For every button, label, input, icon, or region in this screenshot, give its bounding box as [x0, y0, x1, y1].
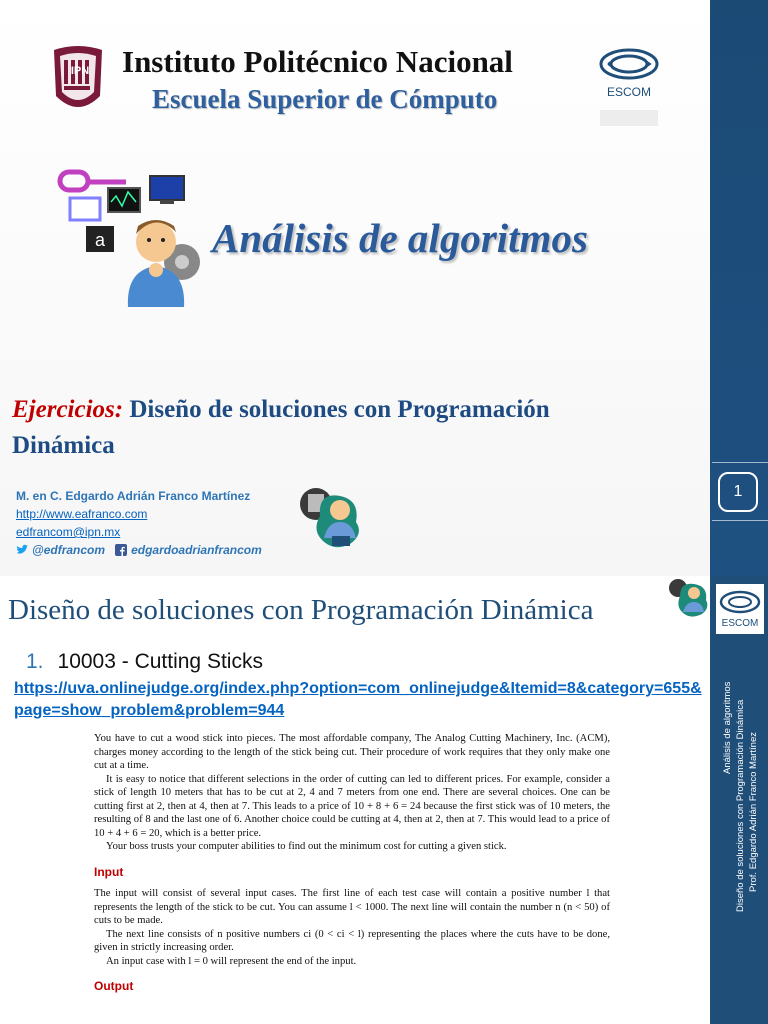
badge-line-bottom	[712, 520, 768, 521]
svg-text:IPN: IPN	[70, 65, 90, 77]
avatar-icon	[298, 482, 368, 552]
facebook-icon[interactable]	[115, 544, 127, 556]
institution-title: Instituto Politécnico Nacional	[122, 44, 513, 79]
ipn-logo	[50, 44, 106, 118]
input-heading: Input	[94, 864, 124, 879]
twitter-handle[interactable]: @edfrancom	[32, 543, 106, 557]
email-link[interactable]: edfrancom@ipn.mx	[16, 525, 121, 539]
problem-paragraph: It is easy to notice that different selections in the order of cutting can led to different prices. For example, consider a stick of length 10 meters that has to be cut at 2, 4 and 7 meters from one end. There are several choices. One can be cutting first at 2, then at 4, then at 7. This leads to a price of 10 + 8 + 6 = 24 because the first stick was of 10 meters, the resulting of 8 and the last one of 6. Another choice could be cutting at 4, then at 2, then at 7. This would lead to a price of 10 + 4 + 6 = 20, which is a better price.	[94, 773, 610, 839]
problem-statement	[94, 732, 610, 1002]
svg-text:a: a	[94, 230, 106, 250]
twitter-icon[interactable]	[16, 544, 28, 556]
list-item	[26, 650, 263, 674]
side-caption-line: Prof. Edgardo Adrián Franco Martínez	[748, 732, 759, 892]
escom-logo-text: ESCOM	[606, 85, 652, 99]
side-caption-line: Análisis de algoritmos	[722, 681, 733, 774]
author-block	[16, 487, 262, 559]
exercise-label: Ejercicios:	[12, 396, 124, 423]
website-link[interactable]: http://www.eafranco.com	[16, 507, 148, 521]
facebook-handle[interactable]: edgardoadrianfrancom	[131, 543, 262, 557]
side-caption	[722, 654, 762, 914]
problem-paragraph: Your boss trusts your computer abilities to find out the minimum cost for cutting a given stick.	[106, 841, 507, 852]
computer-clipart	[56, 162, 206, 307]
escom-logo-text: ESCOM	[721, 618, 759, 629]
school-title: Escuela Superior de Cómputo	[152, 84, 498, 114]
input-paragraph: An input case with l = 0 will represent the end of the input.	[106, 955, 357, 967]
output-heading: Output	[94, 979, 134, 993]
badge-line-top	[712, 462, 768, 463]
input-paragraph: The next line consists of n positive numbers ci (0 < ci < l) representing the places where the cuts have to be done, given in strictly increasing order.	[94, 928, 610, 953]
list-item-text: 10003 - Cutting Sticks	[57, 650, 263, 673]
content-slide	[0, 576, 768, 1024]
course-title: Análisis de algoritmos	[212, 215, 588, 261]
exercise-title-line1	[12, 396, 550, 424]
exercise-title-line2: Dinámica	[12, 432, 115, 459]
side-caption-line: Diseño de soluciones con Programación Dinámica	[735, 699, 746, 912]
author-name: M. en C. Edgardo Adrián Franco Martínez	[16, 489, 251, 503]
problem-link[interactable]: https://uva.onlinejudge.org/index.php?option=com_onlinejudge&Itemid=8&category=655&page=show_problem&problem=944	[14, 680, 702, 719]
social-row	[16, 541, 262, 559]
exercise-title-text: Diseño de soluciones con Programación	[129, 396, 550, 423]
escom-logo	[716, 584, 764, 634]
escom-logo	[596, 46, 662, 128]
slide-title: Diseño de soluciones con Programación Dinámica	[8, 594, 594, 626]
input-paragraph: The input will consist of several input cases. The first line of each test case will contain a positive number l that represents the length of the stick to be cut. You can assume l < 1000. The next line will contain the number n (n < 50) of cuts to be made.	[94, 888, 610, 926]
list-item-number: 1.	[26, 650, 44, 673]
problem-paragraph: You have to cut a wood stick into pieces. The most affordable company, The Analog Cutting Machinery, Inc. (ACM), charges money according to the length of the stick being cut. Their procedure of work requires that they only make one cut at a time.	[94, 733, 610, 771]
page-number: 1	[718, 472, 758, 512]
avatar-icon	[668, 576, 710, 620]
